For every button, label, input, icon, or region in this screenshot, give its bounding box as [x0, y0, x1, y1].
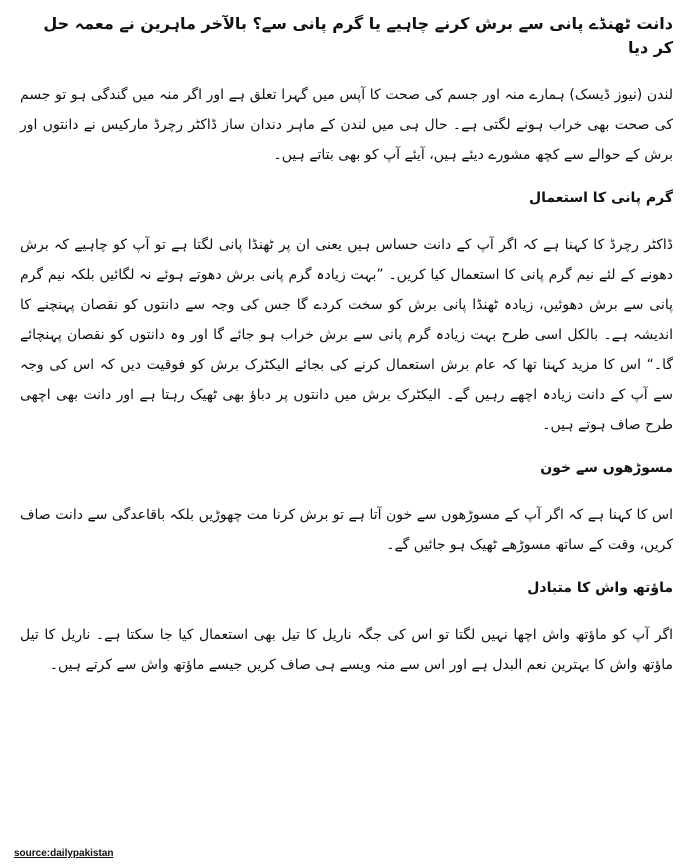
article-headline: دانت ٹھنڈے پانی سے برش کرنے چاہیے یا گرم پانی سے؟ بالآخر ماہرین نے معمہ حل کر دیا — [43, 14, 673, 57]
section-heading-mouthwash-alternative: ماؤتھ واش کا متبادل — [527, 580, 673, 596]
article-intro: لندن (نیوز ڈیسک) ہمارے منہ اور جسم کی صحت کا آپس میں گہرا تعلق ہے اور اگر منہ میں گندگی ہو تو جسم کی صحت بھی خراب ہونے لگتی ہے۔ حال ہی میں لندن کے ماہر دندان ساز ڈاکٹر رچرڈ مارکیس نے دانتوں اور برش کے حوالے سے کچھ مشورے دیئے ہیں، آیئے آپ کو بھی بتاتے ہیں۔ — [20, 87, 673, 163]
section-heading-warm-water: گرم پانی کا استعمال — [528, 190, 673, 206]
section-body-gum-bleeding: اس کا کہنا ہے کہ اگر آپ کے مسوڑھوں سے خون آتا ہے تو برش کرنا مت چھوڑیں بلکہ باقاعدگی سے دانت صاف کریں، وقت کے ساتھ مسوڑھے ٹھیک ہو جائیں گے۔ — [20, 507, 673, 553]
section-heading-gum-bleeding: مسوڑھوں سے خون — [540, 460, 673, 476]
section-body-warm-water: ڈاکٹر رچرڈ کا کہنا ہے کہ اگر آپ کے دانت حساس ہیں یعنی ان پر ٹھنڈا پانی لگتا ہے تو آپ کو چاہیے کہ برش دھونے کے لئے نیم گرم پانی کا استعمال کیا کریں۔ ”بہت زیادہ گرم پانی برش دھوتے ہوئے نہ لگائیں بلکہ نیم گرم پانی سے برش دھوئیں، زیادہ ٹھنڈا پانی برش کو سخت کردے گا جس کی وجہ سے دانتوں کو نقصان پہنچنے کا اندیشہ ہے۔ بالکل اسی طرح بہت زیادہ گرم پانی سے برش خراب ہو جائے گا اور وہ دانتوں کو نقصان پہنچائے گا۔“ اس کا مزید کہنا تھا کہ عام برش استعمال کرنے کی بجائے الیکٹرک برش کو فوقیت دیں کہ اس کی وجہ سے آپ کے دانت زیادہ اچھے رہیں گے۔ الیکٹرک برش میں دانتوں پر دباؤ بھی ٹھیک رہتا ہے اور دانت بھی اچھی طرح صاف ہوتے ہیں۔ — [20, 237, 673, 433]
section-body-mouthwash-alternative: اگر آپ کو ماؤتھ واش اچھا نہیں لگتا تو اس کی جگہ ناریل کا تیل بھی استعمال کیا جا سکتا ہے۔ ناریل کا تیل ماؤتھ واش کا بہترین نعم البدل ہے اور اس سے منہ ویسے ہی صاف کریں جیسے ماؤتھ واش سے کرتے ہیں۔ — [20, 627, 673, 673]
source-credit: source:dailypakistan — [14, 848, 114, 859]
